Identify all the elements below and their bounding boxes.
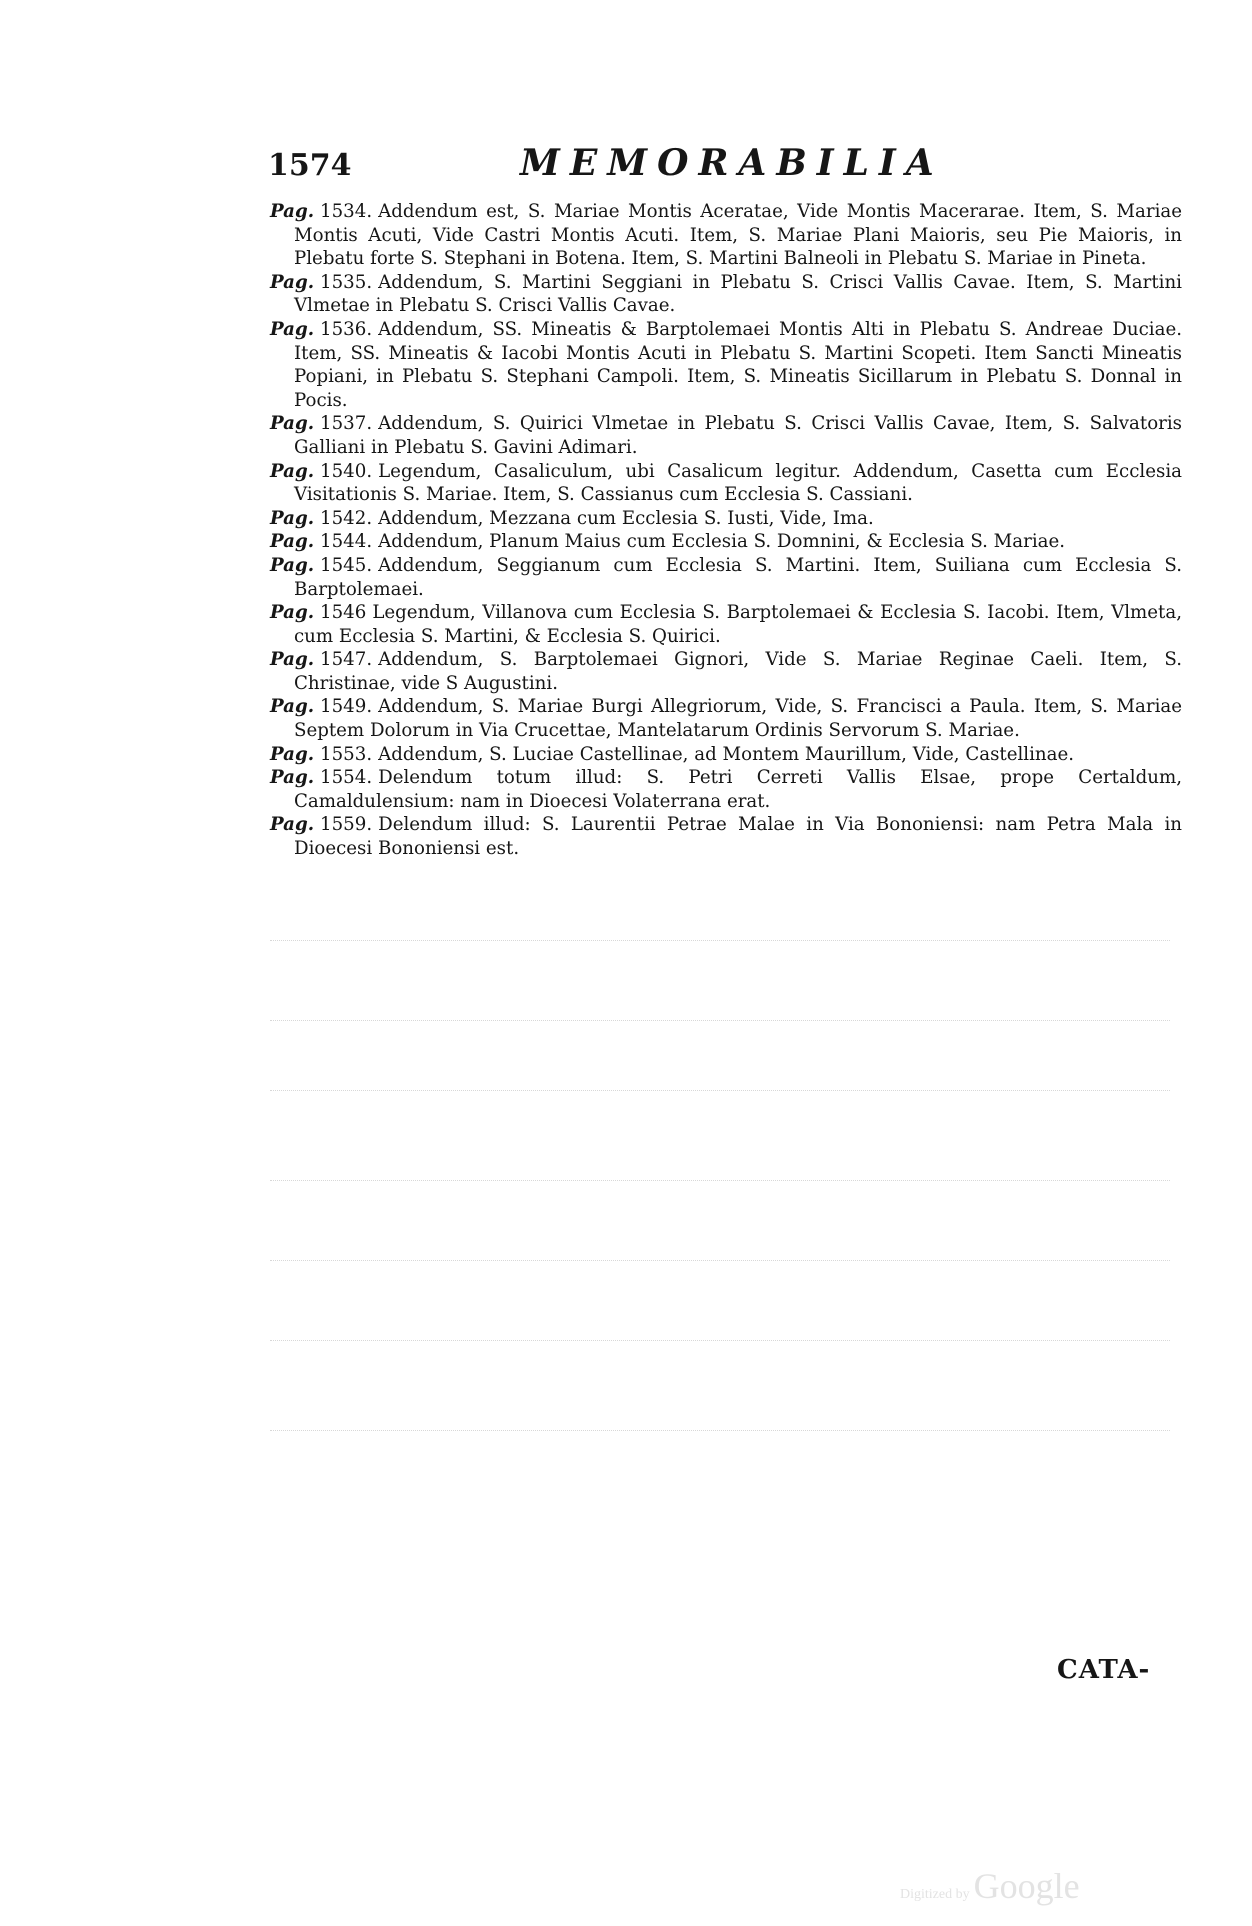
entry-page: 1535. bbox=[320, 271, 373, 293]
entry-page: 1549. bbox=[320, 696, 373, 718]
entry-page: 1542. bbox=[320, 507, 373, 529]
addenda-list bbox=[270, 200, 1182, 861]
entry bbox=[270, 507, 1182, 531]
entry-text: Legendum, Villanova cum Ecclesia S. Barptolemaei & Ecclesia S. Iacobi. Item, Vlmeta, cum Ecclesia S. Martini, & Ecclesia S. Quirici. bbox=[294, 602, 1182, 647]
entry-label: Pag. bbox=[270, 201, 315, 222]
entry-label: Pag. bbox=[270, 743, 315, 765]
entry-page: 1544. bbox=[320, 531, 373, 553]
entry-text: Addendum est, S. Mariae Montis Aceratae, Vide Montis Macerarae. Item, S. Mariae Montis Acuti, Vide Castri Montis Acuti. Item, S. Mariae Plani Maioris, seu Pie Maioris, in Plebatu forte S. Stephani in Botena. Item, S. Martini Balneoli in Plebatu S. Mariae in Pineta. bbox=[294, 201, 1182, 270]
bleed-through-line bbox=[270, 1020, 1170, 1023]
entry-page: 1554. bbox=[320, 767, 373, 789]
entry-text: Addendum, S. Luciae Castellinae, ad Montem Maurillum, Vide, Castellinae. bbox=[378, 743, 1075, 765]
bleed-through-line bbox=[270, 940, 1170, 943]
entry-text: Addendum, S. Barptolemaei Gignori, Vide S. Mariae Reginae Caeli. Item, S. Christinae, vide S Augustini. bbox=[294, 649, 1182, 694]
entry-page: 1540. bbox=[320, 460, 373, 482]
entry-label: Pag. bbox=[270, 460, 315, 482]
entry bbox=[270, 743, 1182, 767]
entry bbox=[270, 554, 1182, 601]
entry-page: 1536. bbox=[320, 318, 373, 340]
entry-text: Addendum, Mezzana cum Ecclesia S. Iusti, Vide, Ima. bbox=[378, 507, 874, 529]
entry-label: Pag. bbox=[270, 413, 315, 435]
entry bbox=[270, 460, 1182, 507]
bleed-through-line bbox=[270, 1340, 1170, 1343]
entry-page: 1534. bbox=[320, 201, 373, 222]
page-number: 1574 bbox=[268, 148, 352, 183]
entry-text: Delendum illud: S. Laurentii Petrae Malae in Via Bononiensi: nam Petra Mala in Dioecesi Bononiensi est. bbox=[294, 814, 1182, 860]
entry-text: Addendum, S. Mariae Burgi Allegriorum, Vide, S. Francisci a Paula. Item, S. Mariae Septem Dolorum in Via Crucettae, Mantelatarum Ordinis Servorum S. Mariae. bbox=[294, 696, 1182, 742]
running-title: MEMORABILIA bbox=[520, 142, 944, 184]
entry-text: Legendum, Casaliculum, ubi Casalicum legitur. Addendum, Casetta cum Ecclesia Visitationis S. Mariae. Item, S. Cassianus cum Ecclesia S. Cassiani. bbox=[294, 460, 1182, 506]
entry-page: 1553. bbox=[320, 743, 373, 765]
entry bbox=[270, 766, 1182, 813]
catchword: CATA- bbox=[1057, 1655, 1151, 1685]
entry bbox=[270, 648, 1182, 695]
entry-text: Addendum, S. Martini Seggiani in Plebatu S. Crisci Vallis Cavae. Item, S. Martini Vlmetae in Plebatu S. Crisci Vallis Cavae. bbox=[294, 271, 1182, 317]
entry-label: Pag. bbox=[270, 507, 315, 529]
entry-label: Pag. bbox=[270, 767, 315, 789]
entry-page: 1546 bbox=[320, 602, 367, 624]
entry-label: Pag. bbox=[270, 649, 315, 671]
bleed-through-line bbox=[270, 1090, 1170, 1093]
bleed-through-line bbox=[270, 1430, 1170, 1433]
entry-label: Pag. bbox=[270, 318, 315, 340]
entry bbox=[270, 813, 1182, 860]
entry-page: 1537. bbox=[320, 413, 373, 435]
entry-text: Delendum totum illud: S. Petri Cerreti Vallis Elsae, prope Certaldum, Camaldulensium: nam in Dioecesi Volaterrana erat. bbox=[294, 767, 1182, 812]
entry-text: Addendum, Planum Maius cum Ecclesia S. Domnini, & Ecclesia S. Mariae. bbox=[378, 531, 1066, 553]
entry-label: Pag. bbox=[270, 696, 315, 718]
entry-label: Pag. bbox=[270, 271, 315, 293]
entry-page: 1545. bbox=[320, 554, 373, 576]
entry bbox=[270, 271, 1182, 318]
entry bbox=[270, 695, 1182, 742]
entry bbox=[270, 530, 1182, 554]
watermark-brand: Google bbox=[973, 1866, 1080, 1906]
digitized-watermark bbox=[900, 1865, 1080, 1907]
entry-page: 1559. bbox=[320, 814, 373, 836]
entry bbox=[270, 412, 1182, 459]
watermark-prefix: Digitized by bbox=[900, 1887, 970, 1902]
entry bbox=[270, 200, 1182, 271]
entry-text: Addendum, SS. Mineatis & Barptolemaei Montis Alti in Plebatu S. Andreae Duciae. Item, SS. Mineatis & Iacobi Montis Acuti in Plebatu S. Martini Scopeti. Item Sancti Mineatis Popiani, in Plebatu S. Stephani Campoli. Item, S. Mineatis Sicillarum in Plebatu S. Donnal in Pocis. bbox=[294, 318, 1182, 411]
entry-label: Pag. bbox=[270, 602, 315, 624]
entry-page: 1547. bbox=[320, 649, 373, 671]
bleed-through-line bbox=[270, 1260, 1170, 1263]
entry bbox=[270, 601, 1182, 648]
entry bbox=[270, 318, 1182, 412]
entry-label: Pag. bbox=[270, 814, 315, 836]
bleed-through-line bbox=[270, 1180, 1170, 1183]
entry-label: Pag. bbox=[270, 554, 315, 576]
entry-label: Pag. bbox=[270, 531, 315, 553]
entry-text: Addendum, S. Quirici Vlmetae in Plebatu S. Crisci Vallis Cavae, Item, S. Salvatoris Galliani in Plebatu S. Gavini Adimari. bbox=[294, 413, 1182, 458]
entry-text: Addendum, Seggianum cum Ecclesia S. Martini. Item, Suiliana cum Ecclesia S. Barptolemaei. bbox=[294, 554, 1182, 600]
